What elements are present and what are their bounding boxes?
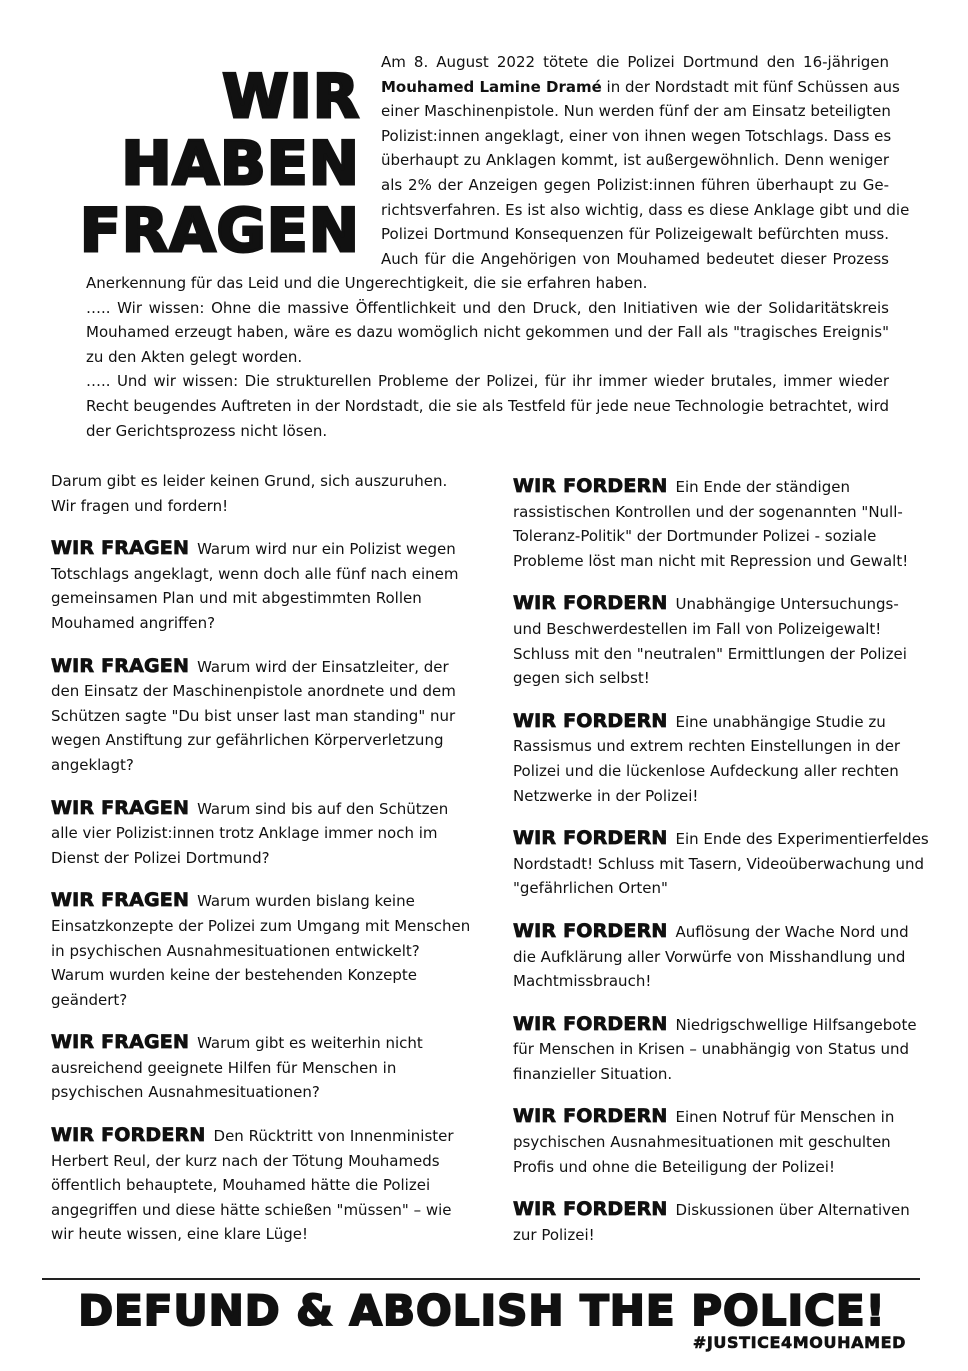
question-item [51, 888, 471, 1012]
demand-text: Unabhängige Untersuchungs- und Beschwerdestellen im Fall von Polizeigewalt! Schluss mit den "neutralen" Ermittlungen der Polizei gegen sich selbst! [513, 595, 907, 688]
headline-line: FRAGEN [79, 196, 360, 266]
question-label: WIR FRAGEN [51, 796, 190, 819]
question-text: Warum wurden bislang keine Einsatzkonzepte der Polizei zum Umgang mit Menschen in psychischen Ausnahmesituationen entwickelt? Warum wurden keine der bestehenden Konzepte geändert? [51, 892, 471, 1009]
question-label: WIR FRAGEN [51, 537, 190, 560]
headline-line: WIR [222, 62, 360, 132]
question-item [51, 654, 471, 778]
question-text: Warum sind bis auf den Schützen alle vier Polizist:innen trotz Anklage immer noch im Dienst der Polizei Dortmund? [51, 799, 449, 867]
demand-label: WIR FORDERN [513, 709, 668, 732]
demand-item [513, 1012, 931, 1087]
lead-text: Darum gibt es leider keinen Grund, sich auszuruhen. Wir fragen und fordern! [51, 472, 448, 515]
demand-text: Eine unabhängige Studie zu Rassismus und extrem rechten Einstellungen in der Polizei und die lückenlose Aufdeckung aller rechten Netzwerke in der Polizei! [513, 712, 901, 805]
right-column [513, 474, 931, 1265]
demand-text: Den Rücktritt von Innenminister Herbert Reul, der kurz nach der Tötung Mouhameds öffentlich behauptete, Mouhamed hätte die Polizei angegriffen und diese hätte schießen "müssen" – wie wir heute wissen, eine klare Lüge! [51, 1127, 454, 1244]
demand-item [513, 919, 931, 994]
question-item [51, 796, 471, 871]
demand-text: Einen Notruf für Menschen in psychischen Ausnahmesituationen mit geschulten Profis und ohne die Beteiligung der Polizei! [513, 1108, 895, 1176]
intro-line: als 2% der Anzeigen gegen Polizist:innen führen überhaupt zu Ge- [381, 175, 889, 194]
question-item [51, 1030, 471, 1105]
intro-line: überhaupt zu Anklagen kommt, ist außergewöhnlich. Denn weniger [381, 151, 889, 170]
intro-paragraph-2: ….. Wir wissen: Ohne die massive Öffentlichkeit und den Druck, den Initiativen wie der Solidaritätskreis Mouhamed erzeugt haben, wäre es dazu womöglich nicht gekommen und der Fall als "tragisches Ereignis" zu den Akten gelegt worden. [86, 298, 889, 366]
demand-text: Ein Ende des Experimentierfeldes Nordstadt! Schluss mit Tasern, Videoüberwachung und "gefährlichen Orten" [513, 830, 929, 898]
demand-item [513, 1104, 931, 1179]
victim-name: Mouhamed Lamine Dramé [381, 77, 602, 96]
demand-label: WIR FORDERN [513, 919, 668, 942]
demand-text: Auflösung der Wache Nord und die Aufklärung aller Vorwürfe von Misshandlung und Machtmissbrauch! [513, 922, 909, 991]
demand-item [51, 1123, 471, 1247]
intro-line: Polizei Dortmund Konsequenzen für Polizeigewalt befürchten muss. [381, 225, 889, 244]
demand-label: WIR FORDERN [513, 1105, 668, 1128]
intro-line: Am 8. August 2022 tötete die Polizei Dortmund den 16-jährigen [381, 53, 889, 71]
demand-text: Ein Ende der ständigen rassistischen Kontrollen und der sogenannten "Null-Toleranz-Politik" der Dortmunder Polizei - soziale Probleme löst man nicht mit Repression und Gewalt! [513, 478, 909, 570]
demand-item [513, 709, 931, 808]
question-text: Warum wird der Einsatzleiter, der den Einsatz der Maschinenpistole anordnete und dem Schützen sagte "Du bist unser last man standing" nur wegen Anstiftung zur gefährlichen Körperverletzung angeklagt? [51, 657, 456, 774]
demand-label: WIR FORDERN [513, 475, 668, 497]
intro-line: richtsverfahren. Es ist also wichtig, dass es diese Anklage gibt und die [381, 200, 910, 219]
footer-hashtag: #JUSTICE4MOUHAMED [692, 1333, 906, 1352]
question-text: Warum gibt es weiterhin nicht ausreichend geeignete Hilfen für Menschen in psychischen Ausnahmesituationen? [51, 1034, 423, 1102]
intro-line: Mouhamed Lamine Dramé in der Nordstadt mit fünf Schüssen aus [381, 77, 900, 96]
question-item [51, 536, 471, 635]
intro-line: Auch für die Angehörigen von Mouhamed bedeutet dieser Prozess [381, 249, 889, 268]
intro-line: einer Maschinenpistole. Nun werden fünf der am Einsatz beteiligten [381, 102, 891, 121]
intro-line: Anerkennung für das Leid und die Ungerechtigkeit, die sie erfahren haben. [86, 274, 648, 292]
question-label: WIR FRAGEN [51, 654, 190, 677]
demand-label: WIR FORDERN [513, 592, 668, 615]
demand-item [513, 826, 931, 901]
demand-label: WIR FORDERN [513, 827, 668, 850]
question-text: Warum wird nur ein Polizist wegen Totschlags angeklagt, wenn doch alle fünf nach einem gemeinsamen Plan und mit abgestimmten Rollen Mouhamed angriffen? [51, 540, 459, 632]
intro-paragraph [381, 50, 910, 271]
question-label: WIR FRAGEN [51, 1031, 190, 1054]
headline [34, 64, 360, 265]
demand-item [513, 1197, 931, 1247]
demand-label: WIR FORDERN [513, 1012, 668, 1035]
headline-line: HABEN [121, 129, 360, 199]
intro-paragraph-3: ….. Und wir wissen: Die strukturellen Probleme der Polizei, für ihr immer wieder brutales, immer wieder Recht beugendes Auftreten in der Nordstadt, die sie als Testfeld für jede neue Technologie betrachtet, wird der Gerichtsprozess nicht lösen. [86, 372, 889, 440]
question-label: WIR FRAGEN [51, 889, 190, 912]
demand-item [513, 591, 931, 690]
intro-line: Polizist:innen angeklagt, einer von ihnen wegen Totschlags. Dass es [381, 126, 892, 145]
demand-label: WIR FORDERN [51, 1124, 206, 1147]
intro-continuation [86, 271, 889, 443]
footer-slogan: DEFUND & ABOLISH THE POLICE! [78, 1286, 886, 1335]
demand-label: WIR FORDERN [513, 1198, 668, 1221]
left-column [51, 469, 471, 1265]
demand-text: Niedrigschwellige Hilfsangebote für Menschen in Krisen – unabhängig von Status und finanzieller Situation. [513, 1015, 917, 1083]
footer-divider [42, 1278, 920, 1280]
demand-item [513, 474, 931, 573]
demand-text: Diskussionen über Alternativen zur Polizei! [513, 1201, 910, 1244]
